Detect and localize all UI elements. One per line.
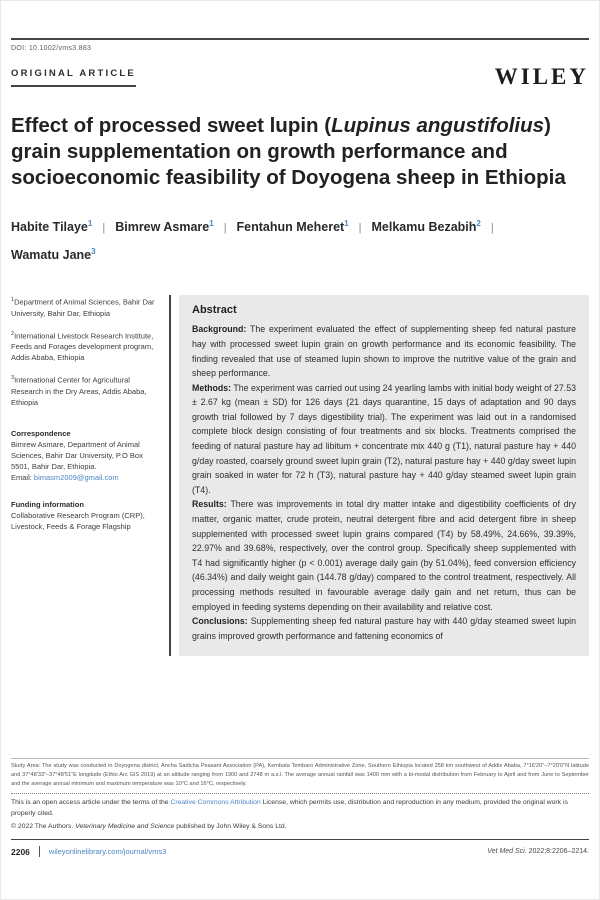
abstract-methods: Methods: The experiment was carried out using 24 yearling lambs with initial body weight of 27.53 ± 2.67 kg (mean ± SD) for 126 days (21 days quarantine, 15 days of adaptation and 90 days growth trial followed by 7 days digestibility trial). The experiment was laid out in a randomised complete block design consisting of four treatments and six blocks. Treatments comprised the feeding of natural pasture hay ad libitum + concentrate mix 440 g (T1), natural pasture hay + 440 g/day roasted, coarsely ground sweet lupin grain (T2), natural pasture hay + 440 g/day sweet lupin grain soaked in water for 72 h (T3), natural pasture hay + 440 g/day steamed sweet lupin grain (T4).	[192, 382, 576, 495]
email-link[interactable]: bimasm2009@gmail.com	[33, 472, 119, 482]
funding-label: Funding information	[11, 499, 84, 509]
author-5: Wamatu Jane$^3$	[11, 247, 96, 263]
abstract-heading: Abstract	[192, 304, 237, 317]
affiliation-1: $^1$Department of Animal Sciences, Bahir Dar University, Bahir Dar, Ethiopia	[11, 297, 155, 318]
article-title	[11, 113, 589, 191]
funding-text: Collaborative Research Program (CRP), Livestock, Feeds & Forage Flagship	[11, 510, 145, 531]
author-4-affiliation-sup: 2	[476, 219, 481, 228]
page-number: 2206	[11, 846, 30, 857]
footnote-area	[11, 758, 589, 833]
author-2-affiliation-sup: 1	[209, 219, 214, 228]
correspondence-email-line	[11, 472, 160, 483]
email-label: Email:	[11, 472, 34, 482]
article-info-column	[11, 295, 169, 656]
two-column-body	[11, 295, 589, 656]
correspondence-text: Bimrew Asmare, Department of Animal Sciences, Bahir Dar University, P.O Box 5501, Bahir Dar, Ethiopia.	[11, 439, 143, 471]
abstract-background: Background: The experiment evaluated the effect of supplementing sheep fed natural pasture hay with processed sweet lupin grain on growth performance and its economic feasibility. The finding revealed that use of steamed lupin shown to improve the nutritive value of the grain and sheep performance.	[192, 324, 576, 379]
author-separator: |	[490, 222, 494, 235]
title-text-post: ) grain supplementation on growth performance and socioeconomic feasibility of Doyogena sheep in Ethiopia	[11, 114, 566, 189]
abstract-results: Results: There was improvements in total dry matter intake and digestibility coefficients of dry matter, organic matter, crude protein, neutral detergent fibre and acid detergent fibre in sheep supplemented with processed sweet lupin grains compared (T4) by 58.49%, 24.66%, 39.39%, 22.97% and 39.68%, respectively, over the control group. Specifically sheep supplemented with T4 had significantly higher (p < 0.001) average daily gain (by 51.04%), feed conversion efficiency (46.34%) and daily weight gain (144.78 g/day) compared to the control treatment, respectively. All processing methods resulted in favourable average daily gain and net return, thus can be employed in feeding systems depending on their availability and relative cost.	[192, 499, 576, 612]
page-footer	[11, 839, 589, 857]
dotted-separator	[11, 793, 589, 794]
abstract-conclusions: Conclusions: Supplementing sheep fed natural pasture hay with 440 g/day steamed sweet lupin grains improved growth performance and fattening economics of	[192, 616, 577, 641]
author-5-affiliation-sup: 3	[91, 247, 96, 257]
author-3-affiliation-sup: 1	[344, 219, 349, 228]
author-separator: |	[223, 222, 227, 235]
creative-commons-link[interactable]: Creative Commons Attribution	[170, 799, 261, 806]
author-2: Bimrew Asmare$^1$	[115, 219, 214, 235]
title-species-italic: Lupinus angustifolius	[331, 114, 545, 137]
top-rule	[11, 38, 589, 40]
article-type-label: ORIGINAL ARTICLE	[11, 68, 136, 87]
column-divider	[169, 295, 171, 656]
funding-block	[11, 499, 160, 532]
abstract-section	[179, 295, 589, 656]
footer-left	[11, 846, 166, 857]
affiliation-3: $^3$International Center for Agricultural Research in the Dry Areas, Addis Ababa, Ethiopia	[11, 375, 147, 407]
correspondence-label: Correspondence	[11, 428, 71, 438]
author-1: Habite Tilaye$^1$	[11, 219, 93, 235]
journal-name-italic: Veterinary Medicine and Science	[75, 823, 175, 830]
author-separator: |	[102, 222, 106, 235]
author-separator: |	[358, 222, 362, 235]
correspondence-block	[11, 428, 160, 483]
citation-text: Vet Med Sci. 2022;8:2206–2214.	[487, 848, 589, 855]
page-header	[11, 64, 589, 90]
author-1-affiliation-sup: 1	[87, 219, 93, 228]
open-access-statement: This is an open access article under the terms of the Creative Commons Attribution License, which permits use, distribution and reproduction in any medium, provided the original work is properly cited.	[11, 799, 568, 817]
author-list	[11, 212, 576, 267]
journal-url-link[interactable]: wileyonlinelibrary.com/journal/vms3	[48, 847, 167, 856]
affiliation-2: $^2$International Livestock Research Institute, Feeds and Forages development program, Addis Ababa, Ethiopia	[11, 330, 154, 363]
title-text-pre: Effect of processed sweet lupin (	[11, 114, 332, 137]
doi-text: DOI: 10.1002/vms3.883	[11, 45, 92, 52]
study-area-footnote: Study Area: The study was conducted in Doyogena district, Ancha Sadicha Peasant Association (PA), Kembata Tembaro Administrative Zone, Southern Ethiopia located 258 km southwest of Addis Ababa, 7°16′20″–7°20′0″N latitude and 37°48′33″–37°48′51″E longitude (Ethio Arc GIS 2019) at an altitude ranging from 1900 and 2748 m a.s.l. The average annual rainfall was 1400 mm with a bi-modal distribution from February to April and from June to September and the average annual minimum and maximum temperature was 10°C and 16°C, respectively.	[11, 758, 589, 789]
footer-divider	[39, 846, 40, 857]
wiley-logo: WILEY	[494, 64, 589, 89]
author-3: Fentahun Meheret$^1$	[236, 219, 349, 235]
copyright-statement: © 2022 The Authors. Veterinary Medicine and Science published by John Wiley & Sons Ltd.	[11, 823, 287, 830]
author-4: Melkamu Bezabih$^2$	[371, 219, 481, 235]
